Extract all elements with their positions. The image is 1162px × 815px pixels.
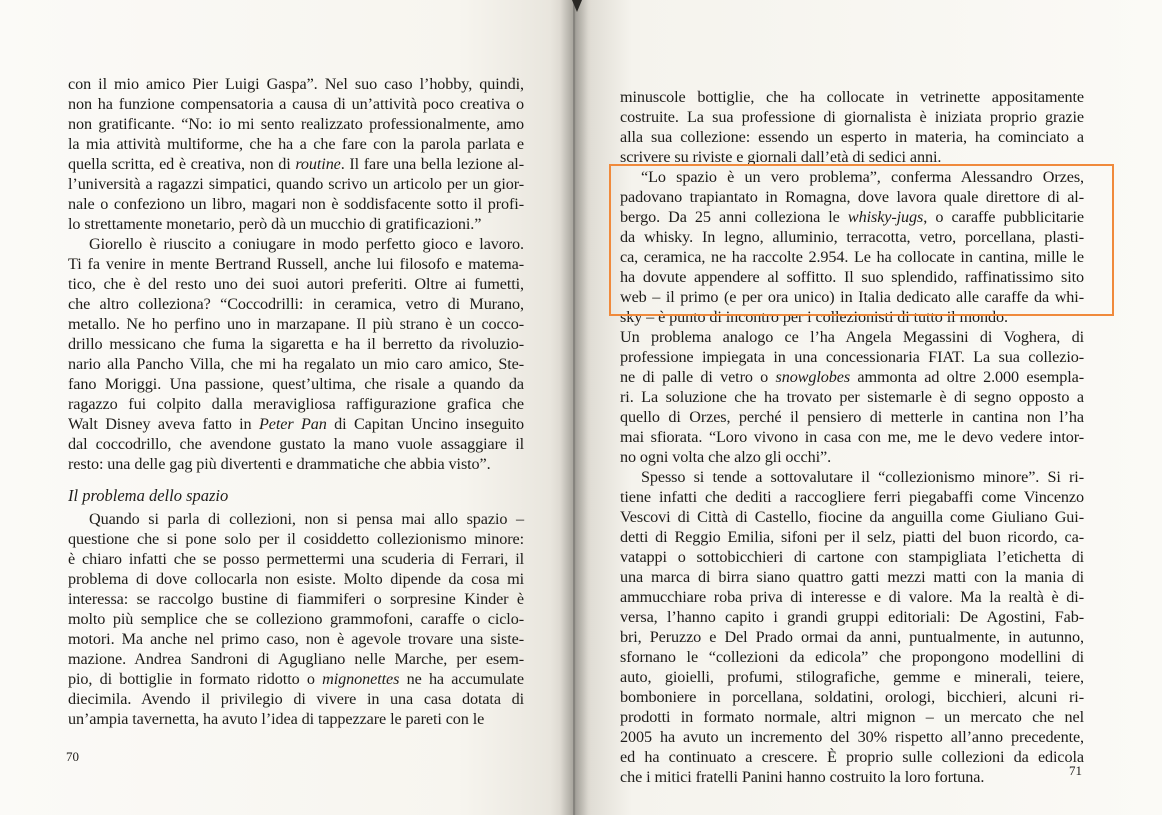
left-text-line: un’ampia tavernetta, ha avuto l’idea di tappezzare le pareti con le [68, 710, 485, 728]
bookmark-ribbon [572, 0, 582, 12]
left-text-line: tico, che è del resto uno dei suoi autori preferiti. Oltre ai fumetti, [68, 275, 524, 293]
left-text-line: non gratificante. “No: io mi sento realizzato professionalmente, amo [68, 115, 524, 133]
right-text-line: tiene infatti che dediti a raccogliere ferri piegabaffi come Vincenzo [620, 488, 1084, 506]
right-text-line: no ogni volta che alzo gli occhi”. [620, 448, 832, 466]
right-text-line: ammucchiare roba priva di interesse e di valore. Ma la realtà è di- [620, 588, 1084, 606]
right-text-line: ne di palle di vetro o snowglobes ammonta ad oltre 2.000 esempla- [620, 368, 1084, 386]
left-text-line: interessa: se raccolgo bustine di fiammiferi o sorpresine Kinder è [68, 590, 524, 608]
right-text-line: prodotti in formato normale, altri mignon – un mercato che nel [620, 708, 1084, 726]
left-text-line: questione che si pone solo per il cosiddetto collezionismo minore: [68, 530, 524, 548]
left-page [0, 0, 573, 815]
right-text-line: bergo. Da 25 anni colleziona le whisky-jugs, o caraffe pubblicitarie [620, 208, 1084, 226]
left-text-line: con il mio amico Pier Luigi Gaspa”. Nel suo caso l’hobby, quindi, [68, 75, 524, 93]
right-text-line: ri. La soluzione che ha trovato per sistemarle è di segno opposto a [620, 388, 1084, 406]
left-text-line: nale o confeziono un libro, magari non è soddisfacente sotto il profi- [68, 195, 524, 213]
page-number-left: 70 [66, 749, 79, 764]
right-text-line: che i mitici fratelli Panini hanno costruito la loro fortuna. [620, 768, 985, 786]
left-text-line: pio, di bottiglie in formato ridotto o mignonettes ne ha accumulate [68, 670, 524, 688]
right-text-line: ed ha continuato a crescere. È proprio sulle collezioni da edicola [620, 748, 1084, 766]
right-text-line: ca, ceramica, ne ha raccolte 2.954. Le ha collocate in cantina, mille le [620, 248, 1084, 266]
right-text-line: sky – è punto di incontro per i collezionisti di tutto il mondo. [620, 308, 1008, 326]
right-text-line: “Lo spazio è un vero problema”, conferma Alessandro Orzes, [641, 168, 1084, 186]
right-page [573, 0, 1162, 815]
right-text-line: Spesso si tende a sottovalutare il “collezionismo minore”. Si ri- [641, 468, 1084, 486]
page-number-right: 71 [1069, 763, 1082, 778]
right-text-line: sfornano le “collezioni da edicola” che propongono modellini di [620, 648, 1084, 666]
left-text-line: è chiaro infatti che se posso permettermi una scuderia di Ferrari, il [68, 550, 524, 568]
left-text-line: drillo messicano che fuma la sigaretta e ha il berretto da rivoluzio- [68, 335, 524, 353]
left-text-line: dal coccodrillo, che avendone gustato la mano vuole assaggiare il [68, 435, 524, 453]
right-text-line: mai sfiorata. “Loro vivono in casa con me, me le devo vedere intor- [620, 428, 1084, 446]
right-text-line: bri, Peruzzo e Del Prado ormai da anni, puntualmente, in autunno, [620, 628, 1084, 646]
right-text-line: versa, l’hanno capito i grandi gruppi editoriali: De Agostini, Fab- [620, 608, 1084, 626]
right-text-line: professione impiegata in una concessionaria FIAT. La sua collezio- [620, 348, 1084, 366]
right-text-line: padovano trapiantato in Romagna, dove lavora quale direttore di al- [620, 188, 1084, 206]
right-text-line: Un problema analogo ce l’ha Angela Megassini di Voghera, di [620, 328, 1084, 346]
left-text-line: quella scritta, ed è creativa, non di routine. Il fare una bella lezione al- [68, 155, 524, 173]
left-text-line: lo strettamente monetario, però dà un mucchio di gratificazioni.” [68, 215, 482, 233]
right-text-line: scrivere su riviste e giornali dall’età di sedici anni. [620, 148, 942, 166]
left-text-line: la mia attività multiforme, che ha a che fare con la parola parlata e [68, 135, 524, 153]
right-text-line: quello di Orzes, perché il pensiero di metterle in cantina non l’ha [620, 408, 1084, 426]
left-text-line: nario alla Pancho Villa, che mi ha regalato un mio caro amico, Ste- [68, 355, 524, 373]
left-text-line: Walt Disney aveva fatto in Peter Pan di Capitan Uncino inseguito [68, 415, 524, 433]
right-text-line: da whisky. In legno, alluminio, terracotta, vetro, porcellana, plasti- [620, 228, 1084, 246]
right-text-line: ha dovute appendere al soffitto. Il suo splendido, raffinatissimo sito [620, 268, 1084, 286]
right-text-line: detti di Reggio Emilia, sifoni per il selz, piatti del buon ricordo, ca- [620, 528, 1084, 546]
left-text-line: motori. Ma anche nel primo caso, non è agevole trovare una siste- [68, 630, 524, 648]
left-text-line: molto più semplice che se colleziono grammofoni, caraffe o ciclo- [68, 610, 524, 628]
left-text-line: che altro colleziona? “Coccodrilli: in ceramica, vetro di Murano, [68, 295, 524, 313]
right-text-line: alla sua collezione: essendo un esperto in materia, ha cominciato a [620, 128, 1084, 146]
right-text-line: minuscole bottiglie, che ha collocate in vetrinette appositamente [620, 88, 1084, 106]
left-text-line: Giorello è riuscito a coniugare in modo perfetto gioco e lavoro. [89, 235, 524, 253]
left-text-line: metallo. Ne ho perfino uno in marzapane. Il più strano è un cocco- [68, 315, 524, 333]
right-text-line: vatappi o sottobicchieri di cartone con stampigliata l’etichetta di [620, 548, 1084, 566]
left-text-line: resto: una delle gag più divertenti e drammatiche che abbia visto”. [68, 455, 491, 473]
left-text-line: l’università a ragazzi simpatici, quando scrivo un articolo per un gior- [68, 175, 524, 193]
left-text-line: non ha funzione compensatoria a causa di un’attività poco creativa o [68, 95, 524, 113]
right-text-line: Vescovi di Città di Castello, fiocine da anguilla come Giuliano Gui- [620, 508, 1084, 526]
right-text-line: 2005 ha avuto un incremento del 30% rispetto all’anno precedente, [620, 728, 1084, 746]
left-text-line: Ti fa venire in mente Bertrand Russell, anche lui filosofo e matema- [68, 255, 524, 273]
left-text-line: fano Moriggi. Una passione, quest’ultima, che risale a quando da [68, 375, 524, 393]
left-text-line: mazione. Andrea Sandroni di Agugliano nelle Marche, per esem- [68, 650, 524, 668]
right-text-line: web – il primo (e per ora unico) in Italia dedicato alle caraffe da whi- [620, 288, 1084, 306]
right-text-line: costruite. La sua professione di giornalista è iniziata proprio grazie [620, 108, 1084, 126]
left-text-line: Quando si parla di collezioni, non si pensa mai allo spazio – [89, 510, 524, 528]
left-text-line: diecimila. Avendo il privilegio di vivere in una casa dotata di [68, 690, 524, 708]
right-text-line: una marca di birra siano quattro gatti mezzi matti con la mania di [620, 568, 1084, 586]
right-text-line: bomboniere in porcellana, soldatini, orologi, bicchieri, alcuni ri- [620, 688, 1084, 706]
left-text-line: ragazzo fui colpito dalla meravigliosa raffigurazione grafica che [68, 395, 524, 413]
right-text-line: auto, gioielli, profumi, stilografiche, gemme e minerali, teiere, [620, 668, 1084, 686]
left-text-line: problema di dove collocarla non esiste. Molto dipende da cosa mi [68, 570, 524, 588]
section-heading: Il problema dello spazio [68, 486, 229, 505]
book-gutter [560, 0, 588, 815]
